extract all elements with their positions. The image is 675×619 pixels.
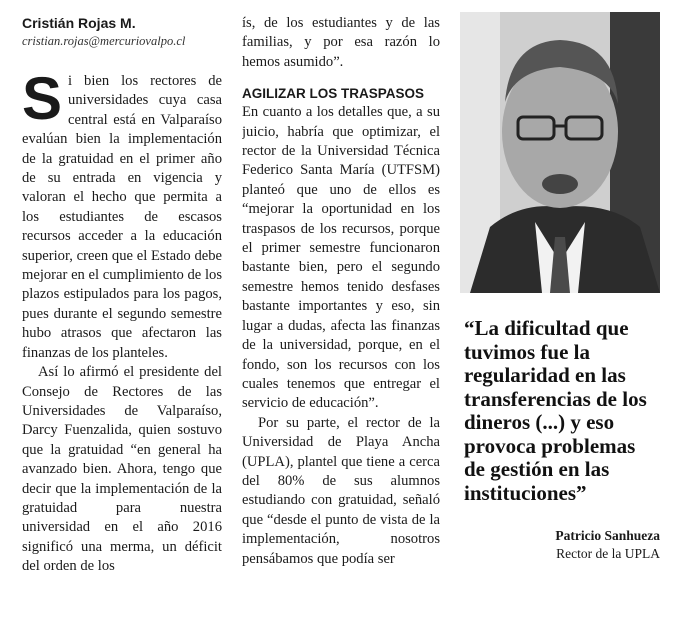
paragraph-3: En cuanto a los detalles que, a su juicio, habría que optimizar, el rector de la Universidad Técnica Federico Santa María (UTFSM) planteó que uno de ellos es “mejorar la oportunidad en los traspasos de los recursos, porque el primer semestre funcionaron bastante bien, pero el segundo semestre hemos tenido desfases bastante importantes y eso, sin lugar a dudas, afecta las finanzas de la universidad, porque, en el fondo, son los recursos con los cuales tenemos que entregar el servicio de educación”. [242,104,440,412]
article-column-2 [242,0,440,619]
sidebar-column [460,0,660,619]
paragraph-4: Por su parte, el rector de la Universidad de Playa Ancha (UPLA), plantel que tiene a cerca del 80% de sus alumnos estudiando con gratuidad, señaló que “desde el punto de vista de la implementación, nosotros pensábamos que podía ser [242,414,440,567]
portrait-photo [460,12,660,293]
article-column-1 [22,0,222,619]
portrait-illustration [460,12,660,293]
quote-attribution-role: Rector de la UPLA [556,546,660,561]
section-subhead: AGILIZAR LOS TRASPASOS [242,86,425,102]
drop-cap: S [22,65,63,132]
quote-attribution-name: Patricio Sanhueza [555,528,660,543]
paragraph-1 [22,65,222,363]
byline-author: Cristián Rojas M. [22,15,136,31]
pull-quote: “La dificultad que tuvimos fue la regularidad en las transferencias de los dineros (...) y eso provoca problemas de gestión en las instituciones” [464,316,647,505]
paragraph-1-text: i bien los rectores de universidades cuya casa central está en Valparaíso evalúan bien la implementación de la gratuidad en el primer año de su entrada en vigencia y valoran el hecho que permita a los estudiantes de escasos recursos acceder a la educación superior, creen que el Estado debe mejorar en el cumplimiento de los plazos estipulados para los pagos, pues durante el segundo semestre hubo atrasos que afectaron las finanzas de los planteles. [22,73,222,361]
byline-email: cristian.rojas@mercuriovalpo.cl [22,34,186,48]
paragraph-continued: ís, de los estudiantes y de las familias, y por esa razón lo hemos asumido”. [242,15,440,70]
paragraph-2: Así lo afirmó el presidente del Consejo de Rectores de las Universidades de Valparaíso, Darcy Fuenzalida, quien sostuvo que la gratuidad “en general ha avanzado bien. Ahora, tengo que decir que la implementación de la gratuidad para nuestra universidad en el año 2016 significó una merma, un déficit del orden de los [22,364,222,575]
